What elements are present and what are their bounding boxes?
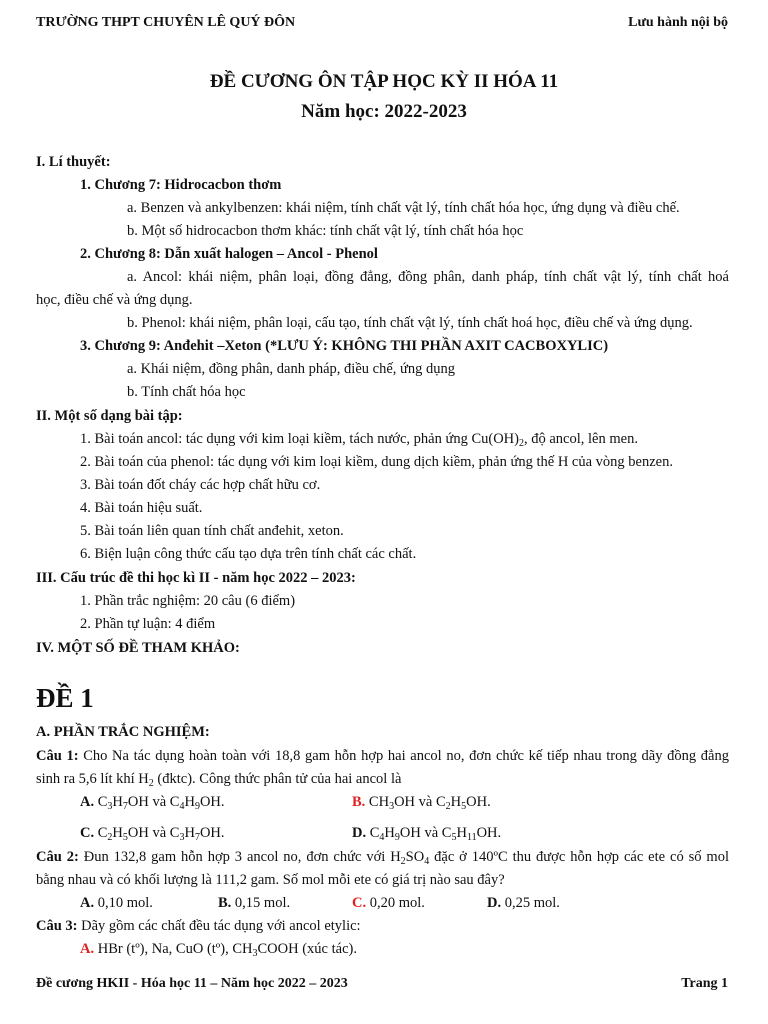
chapter8-item-a-line1: a. Ancol: khái niệm, phân loại, đồng đẳng, đồng phân, danh pháp, tính chất vật lý, tính chất hoá xyxy=(127,269,729,285)
chapter7-title: 1. Chương 7: Hidrocacbon thơm xyxy=(80,177,282,193)
circulation-note: Lưu hành nội bộ xyxy=(628,15,728,30)
question-1-line1: Câu 1: Cho Na tác dụng hoàn toàn với 18,8 gam hỗn hợp hai ancol no, đơn chức kế tiếp nhau trong dãy đồng đẳng xyxy=(36,748,729,764)
exam-structure-heading: III. Cấu trúc đề thi học kì II - năm học 2022 – 2023: xyxy=(36,570,356,586)
question-2-option-a: A. 0,10 mol. xyxy=(80,895,153,911)
question-2-option-d: D. 0,25 mol. xyxy=(487,895,560,911)
question-1-line2: sinh ra 5,6 lít khí $H_2$ (đktc). Công thức phân tử của hai ancol là xyxy=(36,771,402,789)
question-3-line1: Câu 3: Dãy gồm các chất đều tác dụng với ancol etylic: xyxy=(36,918,361,934)
school-name: TRƯỜNG THPT CHUYÊN LÊ QUÝ ĐÔN xyxy=(36,15,296,30)
question-2-option-b: B. 0,15 mol. xyxy=(218,895,291,911)
exam-structure-item-1: 1. Phần trắc nghiệm: 20 câu (6 điểm) xyxy=(80,593,296,609)
exam-1-title: ĐỀ 1 xyxy=(36,683,94,713)
theory-heading: I. Lí thuyết: xyxy=(36,154,111,170)
question-1-option-a: A. $C_3H_7OH$ và $C_4H_9OH$. xyxy=(80,794,225,812)
school-year: Năm học: 2022-2023 xyxy=(301,101,467,122)
page-number: Trang 1 xyxy=(681,976,728,991)
exercise-item-5: 5. Bài toán liên quan tính chất anđehit, xeton. xyxy=(80,523,344,539)
exercise-item-2: 2. Bài toán của phenol: tác dụng với kim loại kiềm, dung dịch kiềm, phản ứng thế H của vòng benzen. xyxy=(80,454,673,470)
exercise-item-4: 4. Bài toán hiệu suất. xyxy=(80,500,203,516)
exercise-item-6: 6. Biện luận công thức cấu tạo dựa trên tính chất các chất. xyxy=(80,546,417,562)
page-title: ĐỀ CƯƠNG ÔN TẬP HỌC KỲ II HÓA 11 xyxy=(209,71,559,92)
chapter7-item-b: b. Một số hidrocacbon thơm khác: tính chất vật lý, tính chất hóa học xyxy=(127,223,524,239)
chapter7-item-a: a. Benzen và ankylbenzen: khái niệm, tính chất vật lý, tính chất hóa học, ứng dụng và điều chế. xyxy=(127,200,680,216)
chapter9-item-b: b. Tính chất hóa học xyxy=(127,384,246,400)
multiple-choice-heading: A. PHẦN TRẮC NGHIỆM: xyxy=(36,724,210,740)
exam-structure-item-2: 2. Phần tự luận: 4 điểm xyxy=(80,616,216,632)
reference-heading: IV. MỘT SỐ ĐỀ THAM KHẢO: xyxy=(36,640,240,656)
question-3-option-a: A. HBr (tº), Na, CuO (tº), $CH_3COOH$ (xúc tác). xyxy=(80,941,357,959)
exercises-heading: II. Một số dạng bài tập: xyxy=(36,408,183,424)
question-2-line2: bằng nhau và có khối lượng là 111,2 gam. Số mol mỗi ete có giá trị nào sau đây? xyxy=(36,872,505,888)
chapter8-item-b: b. Phenol: khái niệm, phân loại, cấu tạo, tính chất vật lý, tính chất hoá học, điều chế và ứng dụng. xyxy=(127,315,693,331)
question-2-line1: Câu 2: Đun 132,8 gam hỗn hợp 3 ancol no, đơn chức với $H_2SO_4$ đặc ở 140ºC thu được hỗn hợp các ete có số mol xyxy=(36,849,729,867)
question-2-option-c: C. 0,20 mol. xyxy=(352,895,425,911)
question-1-option-c: C. $C_2H_5OH$ và $C_3H_7OH$. xyxy=(80,825,225,843)
chapter9-item-a: a. Khái niệm, đồng phân, danh pháp, điều chế, ứng dụng xyxy=(127,361,455,377)
chapter9-title: 3. Chương 9: Anđehit –Xeton (*LƯU Ý: KHÔNG THI PHẦN AXIT CACBOXYLIC) xyxy=(80,338,609,354)
exercise-item-3: 3. Bài toán đốt cháy các hợp chất hữu cơ. xyxy=(80,477,321,493)
question-1-option-d: D. $C_4H_9OH$ và $C_5H_{11}OH$. xyxy=(352,825,502,843)
footer-document-name: Đề cương HKII - Hóa học 11 – Năm học 2022 – 2023 xyxy=(36,976,348,991)
chapter8-title: 2. Chương 8: Dẫn xuất halogen – Ancol - Phenol xyxy=(80,246,378,262)
chapter8-item-a-line2: học, điều chế và ứng dụng. xyxy=(36,292,193,308)
exercise-item-1: 1. Bài toán ancol: tác dụng với kim loại kiềm, tách nước, phản ứng $Cu(OH)_2$, độ ancol, lên men. xyxy=(80,431,638,449)
question-1-option-b: B. $CH_3OH$ và $C_2H_5OH$. xyxy=(352,794,491,812)
